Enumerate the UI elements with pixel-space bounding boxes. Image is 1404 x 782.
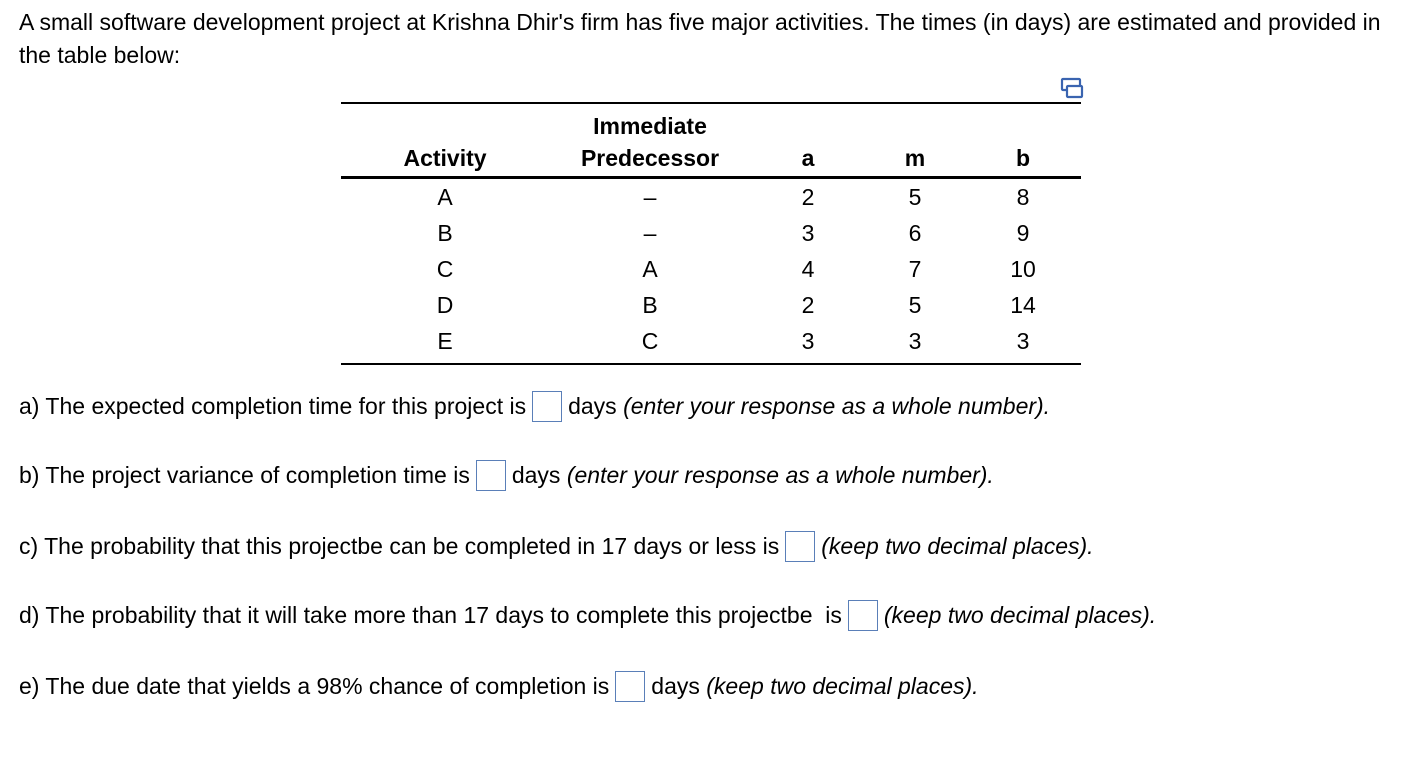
- table-row: [341, 215, 1081, 251]
- table-row: [341, 251, 1081, 287]
- header-b: b: [965, 140, 1081, 178]
- question-a-text: a) The expected completion time for this project is: [19, 393, 527, 419]
- question-e-hint: (keep two decimal places).: [706, 673, 979, 699]
- cell-a: 4: [801, 255, 815, 282]
- cell-predecessor: –: [643, 183, 657, 210]
- answer-a-input[interactable]: [532, 391, 562, 422]
- answer-d-input[interactable]: [848, 600, 878, 631]
- cell-b: 14: [1010, 291, 1036, 318]
- cell-m: 6: [908, 219, 922, 246]
- cell-m: 5: [908, 183, 922, 210]
- cell-predecessor: B: [642, 291, 658, 318]
- cell-m: 3: [865, 323, 965, 364]
- cell-a: 2: [801, 183, 815, 210]
- cell-activity: E: [341, 323, 549, 364]
- header-a: a: [751, 140, 865, 178]
- header-activity: Activity: [341, 140, 549, 178]
- answer-b-input[interactable]: [476, 460, 506, 491]
- question-e: [19, 671, 979, 702]
- cell-b: 10: [1010, 255, 1036, 282]
- problem-intro: A small software development project at Krishna Dhir's firm has five major activities. The times (in days) are estimated and provided in the table below:: [19, 9, 1381, 68]
- cell-m: 7: [908, 255, 922, 282]
- question-a: [19, 391, 1050, 422]
- cell-b: 3: [965, 323, 1081, 364]
- cell-activity: A: [437, 183, 453, 210]
- question-d: [19, 600, 1156, 631]
- cell-a: 3: [801, 219, 815, 246]
- question-b-text: b) The project variance of completion time is: [19, 462, 470, 488]
- question-c-hint: (keep two decimal places).: [821, 533, 1094, 559]
- cell-a: 2: [801, 291, 815, 318]
- question-b-hint: (enter your response as a whole number).: [566, 462, 994, 488]
- table-row: [341, 323, 1081, 364]
- cell-predecessor: C: [549, 323, 751, 364]
- question-c-text: c) The probability that this projectbe can be completed in 17 days or less is: [19, 533, 780, 559]
- question-b-unit: days: [511, 462, 561, 488]
- header-predecessor-line1: Immediate: [549, 103, 751, 140]
- question-a-unit: days: [568, 393, 617, 419]
- copy-icon[interactable]: [1060, 77, 1086, 101]
- question-e-text: e) The due date that yields a 98% chance of completion is: [19, 673, 610, 699]
- table-row: [341, 178, 1081, 216]
- cell-activity: B: [437, 219, 453, 246]
- cell-m: 5: [908, 291, 922, 318]
- header-predecessor-line2: Predecessor: [549, 140, 751, 178]
- answer-e-input[interactable]: [615, 671, 645, 702]
- question-c: [19, 531, 1094, 562]
- table-row: [341, 287, 1081, 323]
- question-e-unit: days: [651, 673, 700, 699]
- cell-b: 8: [1016, 183, 1030, 210]
- cell-predecessor: A: [642, 255, 658, 282]
- cell-a: 3: [751, 323, 865, 364]
- cell-predecessor: –: [643, 219, 657, 246]
- question-d-hint: (keep two decimal places).: [883, 602, 1157, 628]
- cell-activity: D: [436, 291, 454, 318]
- cell-b: 9: [1016, 219, 1030, 246]
- question-b: [19, 460, 994, 491]
- activity-table: [341, 102, 1081, 365]
- cell-activity: C: [436, 255, 454, 282]
- question-d-text: d) The probability that it will take more than 17 days to complete this projectbe is: [19, 602, 842, 628]
- answer-c-input[interactable]: [785, 531, 815, 562]
- question-a-hint: (enter your response as a whole number).: [623, 393, 1051, 419]
- header-m: m: [865, 140, 965, 178]
